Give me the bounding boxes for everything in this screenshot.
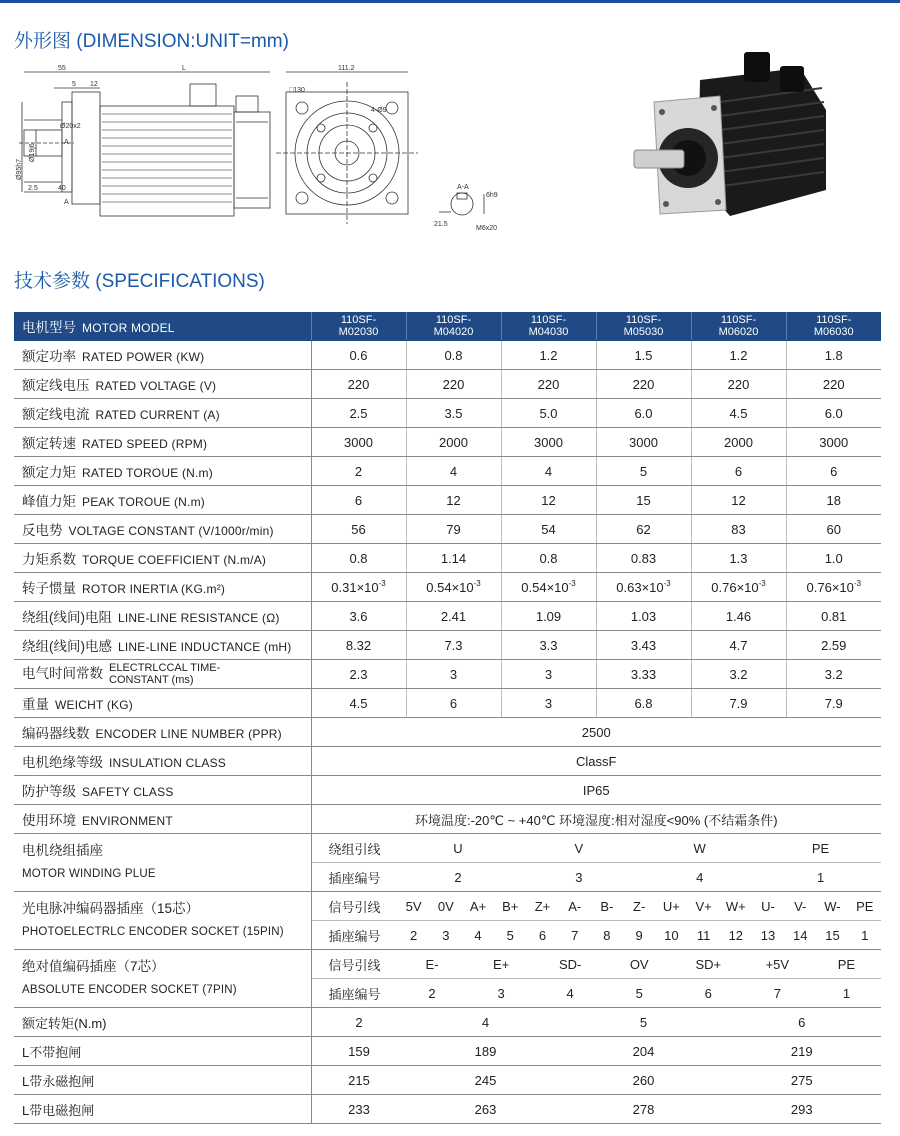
dim-4-holes: 4-Ø9: [371, 107, 387, 114]
signal-cell: PE: [812, 950, 881, 979]
table-cell: 54: [501, 515, 596, 544]
table-cell: 环境温度:-20℃ ~ +40℃ 环境湿度:相对湿度<90% (不结霜条件): [311, 805, 881, 834]
table-cell: 56: [311, 515, 406, 544]
table-cell: 60: [786, 515, 881, 544]
table-cell: 1.14: [406, 544, 501, 573]
pin-cell: 11: [696, 927, 711, 943]
table-cell: 2: [311, 457, 406, 486]
pin-cell: 10: [664, 927, 679, 943]
table-row-insulation: [14, 747, 881, 776]
signal-cell: E+: [467, 950, 536, 979]
pin-cell: 7: [773, 985, 781, 1001]
table-cell: 2.5: [311, 399, 406, 428]
table-cell: 2500: [311, 718, 881, 747]
pin-cell: 3: [497, 985, 505, 1001]
table-row-encoder-lines: [14, 718, 881, 747]
specification-table: [14, 312, 881, 1124]
model-header: 110SF- M04020: [406, 312, 501, 341]
table-cell: 5: [596, 457, 691, 486]
table-cell: 260: [632, 1072, 655, 1088]
row-label: 使用环境 ENVIRONMENT: [14, 805, 311, 834]
absolute-encoder-subtable: [312, 950, 882, 1007]
pin-cell: 5: [506, 927, 514, 943]
signal-cell: V: [518, 834, 639, 863]
table-cell: $0.76\times 10^{-3}$: [786, 573, 881, 602]
dimension-drawing: [14, 62, 514, 242]
pin-cell: 5: [635, 985, 643, 1001]
table-row: [14, 602, 881, 631]
dim-111-2: 111.2: [338, 65, 355, 72]
table-cell: 220: [596, 370, 691, 399]
pin-cell: 8: [603, 927, 611, 943]
table-row: [14, 631, 881, 660]
row-label: 额定线电流 RATED CURRENT (A): [14, 399, 311, 428]
signal-cell: PE: [760, 834, 881, 863]
table-cell: 0.8: [311, 544, 406, 573]
servo-motor-image: [630, 40, 830, 230]
table-header-row: [14, 312, 881, 341]
dimension-section-title: 外形图 (DIMENSION:UNIT=mm): [14, 31, 289, 52]
table-cell: 3000: [786, 428, 881, 457]
dim-130: □130: [289, 87, 305, 94]
header-label: 电机型号 MOTOR MODEL: [14, 312, 311, 341]
pin-cell: 3: [575, 869, 583, 885]
row-label: 重量 WEICHT (KG): [14, 689, 311, 718]
table-cell: 1.2: [691, 341, 786, 370]
table-row: [14, 428, 881, 457]
table-cell: 79: [406, 515, 501, 544]
torque-length-row: [14, 1008, 881, 1037]
dim-A-bottom: A: [64, 199, 69, 206]
sub-label: 信号引线: [312, 950, 398, 979]
table-cell: 4: [406, 457, 501, 486]
row-label: L带永磁抱闸: [14, 1066, 311, 1095]
pin-cell: 1: [842, 985, 851, 1001]
table-cell: 233: [348, 1101, 370, 1117]
table-cell: 220: [786, 370, 881, 399]
model-header: 110SF- M02030: [311, 312, 406, 341]
table-cell: 1.0: [786, 544, 881, 573]
pin-cell: 9: [635, 927, 643, 943]
absolute-encoder-subtable-cell: [311, 950, 881, 1008]
table-row: [14, 515, 881, 544]
pin-cell: 12: [728, 927, 744, 943]
table-cell: 245: [474, 1072, 497, 1088]
signal-cell: Z+: [526, 892, 558, 921]
table-cell: 215: [348, 1072, 370, 1088]
torque-subtable: [312, 1037, 882, 1065]
sub-label: 绕组引线: [312, 834, 398, 863]
pin-cell: 14: [793, 927, 808, 943]
dim-19j6: Ø19j6: [29, 143, 36, 162]
dim-40: 40: [58, 185, 66, 192]
table-cell: $0.54\times 10^{-3}$: [406, 573, 501, 602]
table-cell: 2.3: [311, 660, 406, 689]
table-row: [14, 399, 881, 428]
table-row: [14, 457, 881, 486]
sub-label: 插座编号: [328, 870, 381, 886]
table-cell: 2: [355, 1014, 363, 1030]
table-row-inertia: [14, 573, 881, 602]
table-cell: 3.5: [406, 399, 501, 428]
signal-cell: V+: [687, 892, 719, 921]
table-cell: 263: [474, 1101, 497, 1117]
table-cell: 0.83: [596, 544, 691, 573]
table-row-safety: [14, 776, 881, 805]
pin-cell: 4: [474, 927, 482, 943]
table-row-absolute-encoder: [14, 950, 881, 1008]
signal-cell: W: [639, 834, 760, 863]
table-cell: 220: [501, 370, 596, 399]
pin-cell: 6: [704, 985, 712, 1001]
table-cell: 4: [501, 457, 596, 486]
dim-section-AA: A-A: [457, 184, 469, 191]
table-cell: 6: [311, 486, 406, 515]
dim-21-5: 21.5: [434, 221, 448, 228]
table-cell: 159: [348, 1043, 370, 1059]
signal-cell: SD+: [674, 950, 743, 979]
signal-cell: PE: [849, 892, 881, 921]
torque-subtable: [312, 1008, 882, 1036]
sub-label: 信号引线: [312, 892, 398, 921]
table-cell: 6.0: [596, 399, 691, 428]
pin-cell: 15: [825, 927, 840, 943]
row-label: 电气时间常数 ELECTRLCCAL TIME- CONSTANT (ms): [14, 660, 311, 689]
table-cell: 2000: [406, 428, 501, 457]
pin-cell: 4: [566, 985, 574, 1001]
dim-20x2: Ø20x2: [60, 123, 81, 130]
table-cell: 4: [481, 1014, 490, 1030]
table-cell: 0.6: [311, 341, 406, 370]
table-cell: 220: [311, 370, 406, 399]
photo-encoder-subtable-cell: [311, 892, 881, 950]
table-cell: 2000: [691, 428, 786, 457]
row-label: L带电磁抱闸: [14, 1095, 311, 1124]
table-cell: 275: [790, 1072, 813, 1088]
model-header: 110SF- M06030: [786, 312, 881, 341]
signal-cell: SD-: [536, 950, 605, 979]
pin-cell: 7: [571, 927, 579, 943]
table-cell: 278: [632, 1101, 655, 1117]
dim-55: 55: [58, 65, 66, 72]
model-header: 110SF- M04030: [501, 312, 596, 341]
table-cell: 189: [474, 1043, 497, 1059]
signal-cell: 0V: [430, 892, 462, 921]
pin-cell: 2: [409, 927, 418, 943]
table-cell: 4.7: [691, 631, 786, 660]
row-label: 编码器线数 ENCODER LINE NUMBER (PPR): [14, 718, 311, 747]
sub-label: 插座编号: [328, 986, 381, 1002]
table-cell: 6: [786, 457, 881, 486]
row-label: 额定线电压 RATED VOLTAGE (V): [14, 370, 311, 399]
row-label: 防护等级 SAFETY CLASS: [14, 776, 311, 805]
row-label: 绕组(线间)电感 LINE-LINE INDUCTANCE (mH): [14, 631, 311, 660]
table-cell: 18: [786, 486, 881, 515]
torque-length-row: [14, 1037, 881, 1066]
table-cell: 12: [406, 486, 501, 515]
table-cell: 6.8: [596, 689, 691, 718]
table-cell: 1.09: [501, 602, 596, 631]
table-cell: 3.2: [691, 660, 786, 689]
signal-cell: Z-: [623, 892, 655, 921]
table-cell: 3.33: [596, 660, 691, 689]
table-cell: 1.03: [596, 602, 691, 631]
table-cell: 8.32: [311, 631, 406, 660]
signal-cell: W+: [720, 892, 752, 921]
table-cell: 7.3: [406, 631, 501, 660]
row-label: 额定转矩(N.m): [14, 1008, 311, 1037]
table-cell: 3: [406, 660, 501, 689]
dim-A-top: A: [64, 139, 69, 146]
spec-section-title: 技术参数 (SPECIFICATIONS): [14, 271, 265, 292]
row-label: 额定转速 RATED SPEED (RPM): [14, 428, 311, 457]
pin-cell: 2: [428, 985, 436, 1001]
table-cell: 7.9: [691, 689, 786, 718]
signal-cell: B-: [591, 892, 623, 921]
table-cell: 1.2: [501, 341, 596, 370]
torque-length-row: [14, 1066, 881, 1095]
signal-cell: U: [398, 834, 519, 863]
table-cell: 6: [406, 689, 501, 718]
pin-cell: 1: [816, 869, 825, 885]
table-cell: 0.8: [406, 341, 501, 370]
table-row-photo-encoder: [14, 892, 881, 950]
pin-cell: 6: [538, 927, 547, 943]
table-row: [14, 486, 881, 515]
table-cell: 0.8: [501, 544, 596, 573]
table-cell: 6: [691, 457, 786, 486]
row-label: 电机绝缘等级 INSULATION CLASS: [14, 747, 311, 776]
table-cell: 220: [406, 370, 501, 399]
model-header: 110SF- M05030: [596, 312, 691, 341]
pin-cell: 2: [454, 869, 462, 885]
table-cell: 219: [790, 1043, 813, 1059]
dim-6h9: 6h9: [486, 192, 498, 199]
row-label: 电机绕组插座 MOTOR WINDING PLUE: [14, 834, 311, 892]
signal-cell: A+: [462, 892, 494, 921]
table-cell: 7.9: [786, 689, 881, 718]
torque-subtable: [312, 1095, 882, 1123]
table-cell: 1.46: [691, 602, 786, 631]
dim-M6x20: M6x20: [476, 225, 498, 232]
table-cell: $0.76\times 10^{-3}$: [691, 573, 786, 602]
table-cell: 2.41: [406, 602, 501, 631]
sub-label: 插座编号: [328, 928, 381, 944]
top-accent-line: [0, 0, 900, 3]
winding-subtable: [312, 834, 882, 891]
table-cell: 4.5: [311, 689, 406, 718]
table-cell: 1.5: [596, 341, 691, 370]
signal-cell: +5V: [743, 950, 812, 979]
table-row: [14, 341, 881, 370]
table-row-environment: [14, 805, 881, 834]
signal-cell: U-: [752, 892, 784, 921]
table-cell: 6.0: [786, 399, 881, 428]
table-cell: $0.31\times 10^{-3}$: [311, 573, 406, 602]
table-cell: 3000: [501, 428, 596, 457]
row-label: 绝对值编码插座（7芯） ABSOLUTE ENCODER SOCKET (7PIN): [14, 950, 311, 1008]
row-label: 额定力矩 RATED TOROUE (N.m): [14, 457, 311, 486]
row-label: 峰值力矩 PEAK TOROUE (N.m): [14, 486, 311, 515]
photo-encoder-subtable: [312, 892, 882, 949]
row-label: 光电脉冲编码器插座（15芯） PHOTOELECTRLC ENCODER SOCKET (15PIN): [14, 892, 311, 950]
row-label: 转子惯量 ROTOR INERTIA (KG.m²): [14, 573, 311, 602]
table-row: [14, 370, 881, 399]
table-cell: 3000: [311, 428, 406, 457]
table-cell: 12: [501, 486, 596, 515]
table-cell: 293: [790, 1101, 813, 1117]
row-label: 绕组(线间)电阻 LINE-LINE RESISTANCE (Ω): [14, 602, 311, 631]
dim-2-5: 2.5: [28, 185, 38, 192]
torque-subtable: [312, 1066, 882, 1094]
signal-cell: V-: [784, 892, 816, 921]
torque-length-row: [14, 1095, 881, 1124]
pin-cell: 1: [861, 927, 869, 943]
table-cell: 0.81: [786, 602, 881, 631]
table-cell: 3: [501, 689, 596, 718]
table-cell: 1.3: [691, 544, 786, 573]
table-cell: 3.3: [501, 631, 596, 660]
signal-cell: U+: [655, 892, 687, 921]
table-cell: 5: [639, 1014, 648, 1030]
table-cell: 3.6: [311, 602, 406, 631]
model-header: 110SF- M06020: [691, 312, 786, 341]
signal-cell: B+: [494, 892, 526, 921]
table-cell: $0.63\times 10^{-3}$: [596, 573, 691, 602]
signal-cell: E-: [398, 950, 467, 979]
table-cell: 3.2: [786, 660, 881, 689]
row-label: L不带抱闸: [14, 1037, 311, 1066]
table-cell: 2.59: [786, 631, 881, 660]
table-row: [14, 544, 881, 573]
pin-cell: 4: [696, 869, 704, 885]
table-cell: 204: [632, 1043, 655, 1059]
pin-cell: 3: [442, 927, 450, 943]
dim-L: L: [182, 65, 186, 72]
signal-cell: OV: [605, 950, 674, 979]
table-cell: 1.8: [786, 341, 881, 370]
table-cell: 3.43: [596, 631, 691, 660]
table-row-weight: [14, 689, 881, 718]
table-row-winding: [14, 834, 881, 892]
table-cell: 4.5: [691, 399, 786, 428]
signal-cell: W-: [816, 892, 848, 921]
pin-cell: 13: [760, 927, 776, 943]
dim-5: 5: [72, 81, 76, 88]
dim-12: 12: [90, 81, 98, 88]
table-cell: 3: [501, 660, 596, 689]
table-cell: ClassF: [311, 747, 881, 776]
signal-cell: 5V: [398, 892, 430, 921]
table-row-time-constant: [14, 660, 881, 689]
row-label: 反电势 VOLTAGE CONSTANT (V/1000r/min): [14, 515, 311, 544]
table-cell: 12: [691, 486, 786, 515]
table-cell: IP65: [311, 776, 881, 805]
table-cell: 83: [691, 515, 786, 544]
table-cell: 3000: [596, 428, 691, 457]
row-label: 力矩系数 TORQUE COEFFICIENT (N.m/A): [14, 544, 311, 573]
table-cell: 62: [596, 515, 691, 544]
table-cell: 15: [596, 486, 691, 515]
signal-cell: A-: [559, 892, 591, 921]
table-cell: 5.0: [501, 399, 596, 428]
table-cell: 220: [691, 370, 786, 399]
row-label: 额定功率 RATED POWER (KW): [14, 341, 311, 370]
dim-95h7: Ø95h7: [16, 158, 23, 180]
winding-subtable-cell: [311, 834, 881, 892]
table-cell: $0.54\times 10^{-3}$: [501, 573, 596, 602]
table-cell: 6: [798, 1014, 806, 1030]
